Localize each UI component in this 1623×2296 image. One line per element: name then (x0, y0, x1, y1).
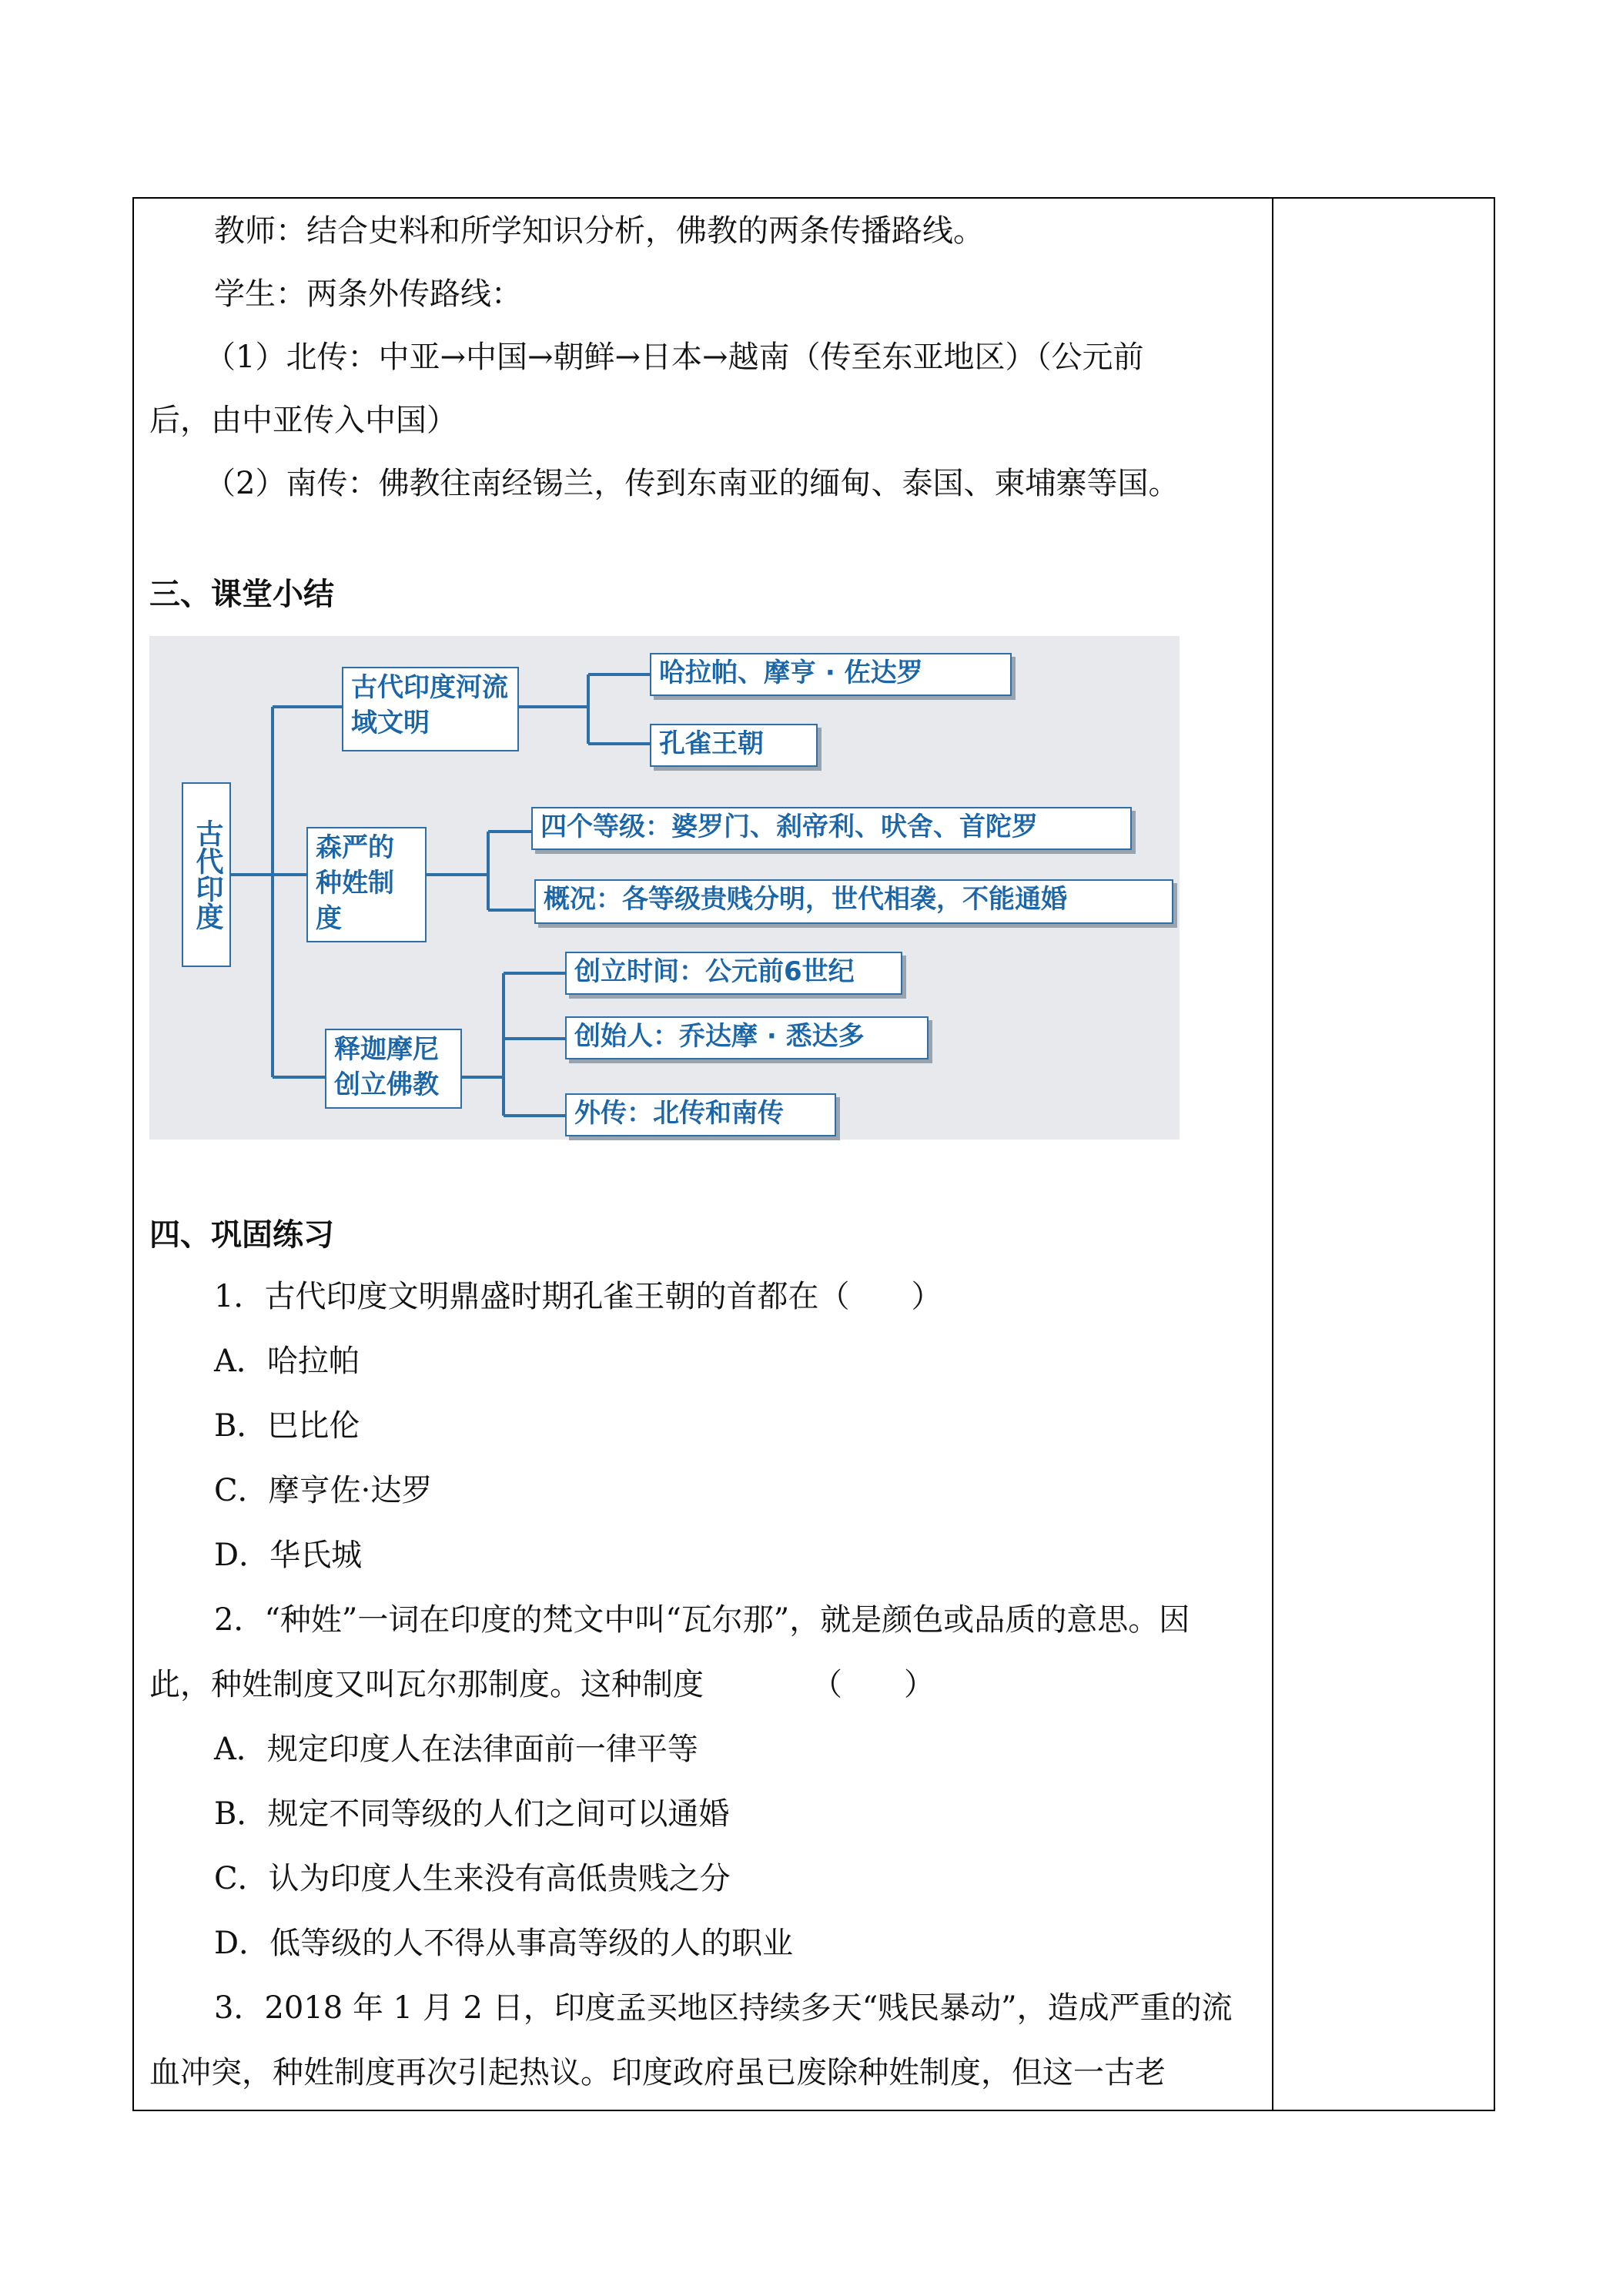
node-caste-overview: 概况：各等级贵贱分明，世代相袭，不能通婚 (534, 879, 1173, 924)
main-content-cell (134, 199, 1272, 2110)
branch-indus-civilization: 古代印度河流域文明 (342, 667, 519, 751)
q2-option-b: B．规定不同等级的人们之间可以通婚 (214, 1796, 730, 1832)
q3-stem-line1: 3．2018 年 1 月 2 日，印度孟买地区持续多天“贱民暴动”，造成严重的流 (214, 1990, 1233, 2026)
q1-option-d: D．华氏城 (214, 1538, 363, 1573)
section-practice-title: 四、巩固练习 (149, 1217, 334, 1253)
q2-stem-line2: 此，种姓制度又叫瓦尔那制度。这种制度 （ ） (149, 1667, 935, 1702)
node-founding-time: 创立时间：公元前6世纪 (565, 952, 902, 995)
q3-stem-line2: 血冲突，种姓制度再次引起热议。印度政府虽已废除种姓制度，但这一古老 (149, 2055, 1166, 2090)
teacher-line: 教师：结合史料和所学知识分析，佛教的两条传播路线。 (214, 213, 984, 249)
mindmap-root: 古代印度 (182, 782, 231, 967)
node-harappa: 哈拉帕、摩亨 · 佐达罗 (650, 653, 1012, 696)
q2-option-a: A．规定印度人在法律面前一律平等 (214, 1732, 698, 1767)
q2-option-c: C．认为印度人生来没有高低贵贱之分 (214, 1861, 731, 1896)
node-maurya: 孔雀王朝 (650, 724, 818, 767)
q1-stem: 1．古代印度文明鼎盛时期孔雀王朝的首都在（ ） (214, 1279, 942, 1314)
q2-option-d: D．低等级的人不得从事高等级的人的职业 (214, 1926, 794, 1961)
north-route-line: （1）北传：中亚→中国→朝鲜→日本→越南（传至东亚地区）（公元前 (205, 340, 1144, 375)
branch-buddhism: 释迦摩尼创立佛教 (325, 1029, 462, 1109)
node-spread: 外传：北传和南传 (565, 1093, 836, 1136)
q1-option-b: B．巴比伦 (214, 1408, 360, 1444)
section-summary-title: 三、课堂小结 (149, 577, 334, 612)
student-line: 学生：两条外传路线： (214, 276, 522, 312)
branch-caste-system: 森严的种姓制度 (306, 827, 427, 942)
notes-column-cell (1273, 199, 1494, 2110)
summary-mindmap (149, 636, 1180, 1140)
south-route-line: （2）南传：佛教往南经锡兰，传到东南亚的缅甸、泰国、柬埔寨等国。 (205, 466, 1180, 501)
north-route-line-cont: 后，由中亚传入中国） (149, 403, 457, 438)
q2-stem-line1: 2．“种姓”一词在印度的梵文中叫“瓦尔那”，就是颜色或品质的意思。因 (214, 1602, 1190, 1638)
q1-option-a: A．哈拉帕 (214, 1344, 360, 1379)
q1-option-c: C．摩亨佐·达罗 (214, 1473, 433, 1508)
lesson-plan-table (132, 197, 1495, 2111)
node-founder: 创始人：乔达摩 · 悉达多 (565, 1016, 929, 1059)
node-four-castes: 四个等级：婆罗门、刹帝利、吠舍、首陀罗 (531, 807, 1132, 850)
